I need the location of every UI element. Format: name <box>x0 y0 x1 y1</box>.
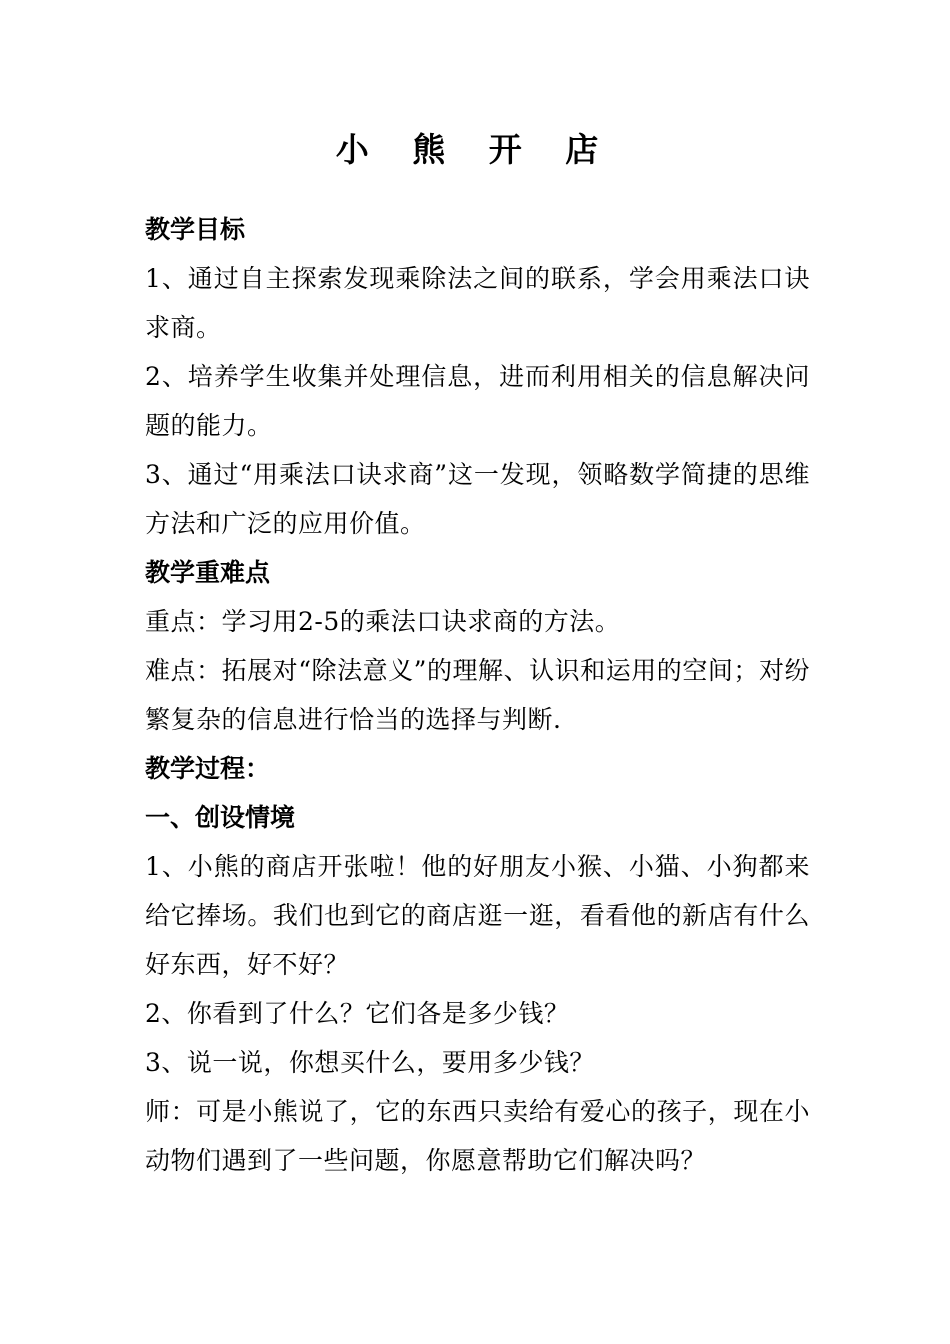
objective-2-paragraph: 2、培养学生收集并处理信息，进而利用相关的信息解决问题的能力。 <box>145 362 810 440</box>
key-point-paragraph: 重点：学习用2-5的乘法口诀求商的方法。 <box>145 607 621 636</box>
objective-3-paragraph: 3、通过“用乘法口诀求商”这一发现，领略数学简捷的思维方法和广泛的应用价值。 <box>145 460 810 538</box>
document-title: 小 熊 开 店 <box>335 130 615 169</box>
process-step-1-paragraph: 1、小熊的商店开张啦！他的好朋友小猴、小猫、小狗都来给它捧场。我们也到它的商店逛一逛，看看他的新店有什么好东西，好不好？ <box>145 852 810 979</box>
section-heading-key-points: 教学重难点 <box>145 558 271 587</box>
objective-1-paragraph: 1、通过自主探索发现乘除法之间的联系，学会用乘法口诀求商。 <box>145 264 810 342</box>
difficulty-paragraph: 难点：拓展对“除法意义”的理解、认识和运用的空间；对纷繁复杂的信息进行恰当的选择与判断. <box>145 656 810 734</box>
teacher-remark-paragraph: 师：可是小熊说了，它的东西只卖给有爱心的孩子，现在小动物们遇到了一些问题，你愿意帮助它们解决吗？ <box>145 1097 810 1175</box>
section-heading-objectives: 教学目标 <box>145 215 246 244</box>
subsection-heading-situation: 一、创设情境 <box>145 803 296 832</box>
process-step-2-paragraph: 2、你看到了什么？它们各是多少钱？ <box>145 999 570 1028</box>
document-body <box>145 205 810 1185</box>
section-heading-process: 教学过程： <box>145 754 271 783</box>
process-step-3-paragraph: 3、说一说，你想买什么，要用多少钱？ <box>145 1048 595 1077</box>
